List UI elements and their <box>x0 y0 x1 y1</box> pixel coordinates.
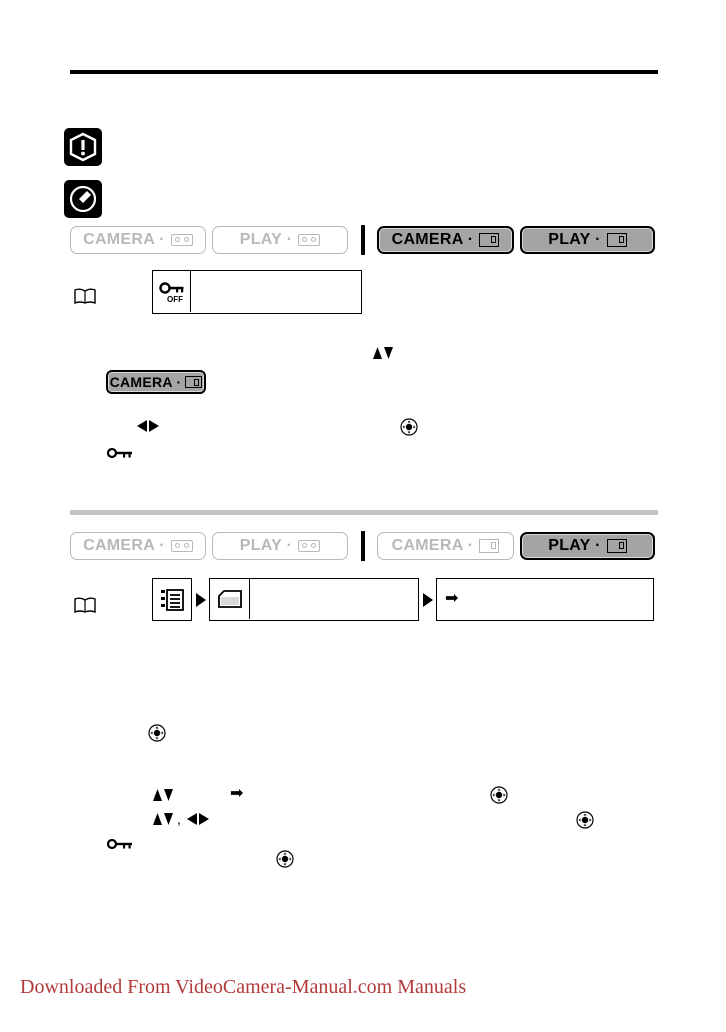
mode-camera-tape <box>70 532 206 560</box>
memory-card-icon <box>210 579 250 619</box>
mode-camera-card <box>377 532 514 560</box>
joystick-button-icon[interactable] <box>400 418 418 436</box>
inline-mode-badge <box>106 370 206 394</box>
joystick-button-icon[interactable] <box>148 724 166 742</box>
note-pencil-icon <box>64 180 102 218</box>
svg-text:OFF: OFF <box>166 294 183 304</box>
mode-label: PLAY · <box>548 537 601 554</box>
key-icon <box>107 838 133 850</box>
tape-icon <box>171 540 193 552</box>
section-divider <box>70 510 658 515</box>
mode-label: CAMERA · <box>391 231 474 248</box>
mode-play-tape <box>212 226 348 254</box>
mode-label: PLAY · <box>239 231 293 248</box>
key-icon <box>107 447 133 459</box>
key-off-icon <box>153 271 191 312</box>
memory-card-icon <box>185 376 202 388</box>
mode-camera-tape <box>70 226 206 254</box>
memory-card-icon <box>479 539 499 553</box>
tape-icon <box>298 540 320 552</box>
up-down-arrows-icon <box>372 346 394 360</box>
mode-label: CAMERA · <box>83 231 165 248</box>
mode-label: PLAY · <box>548 231 601 248</box>
mode-divider <box>361 225 365 255</box>
menu-path-chevron-icon <box>195 592 207 608</box>
caution-exclamation-icon <box>64 128 102 166</box>
memory-card-icon <box>607 539 627 553</box>
joystick-button-icon[interactable] <box>276 850 294 868</box>
mode-play-card <box>520 532 655 560</box>
left-right-arrows-icon <box>186 812 210 826</box>
mode-camera-card <box>377 226 514 254</box>
menu-path-card-box <box>209 578 419 621</box>
mode-divider <box>361 531 365 561</box>
right-arrow-icon: ➡ <box>445 590 459 607</box>
mode-play-card <box>520 226 655 254</box>
download-source-link[interactable]: Downloaded From VideoCamera-Manual.com Manuals <box>20 976 467 998</box>
menu-path-option-box <box>436 578 654 621</box>
memory-card-icon <box>479 233 499 247</box>
right-arrow-icon: ➡ <box>230 785 244 802</box>
left-right-arrows-icon <box>136 419 160 433</box>
up-down-arrows-icon <box>152 788 174 802</box>
up-down-arrows-icon <box>152 812 174 826</box>
comma-separator: , <box>177 811 181 827</box>
menu-list-icon <box>152 578 192 621</box>
header-rule <box>70 70 658 74</box>
mode-play-tape <box>212 532 348 560</box>
joystick-button-icon[interactable] <box>490 786 508 804</box>
mode-label: PLAY · <box>239 537 293 554</box>
joystick-button-icon[interactable] <box>576 811 594 829</box>
tape-icon <box>171 234 193 246</box>
open-book-icon <box>74 597 96 613</box>
tape-icon <box>298 234 320 246</box>
mode-label: CAMERA · <box>83 537 165 554</box>
mode-label: CAMERA · <box>391 537 474 554</box>
mode-label: CAMERA · <box>109 374 182 390</box>
setting-box <box>152 270 362 314</box>
open-book-icon <box>74 288 96 304</box>
memory-card-icon <box>607 233 627 247</box>
menu-path-chevron-icon <box>422 592 434 608</box>
